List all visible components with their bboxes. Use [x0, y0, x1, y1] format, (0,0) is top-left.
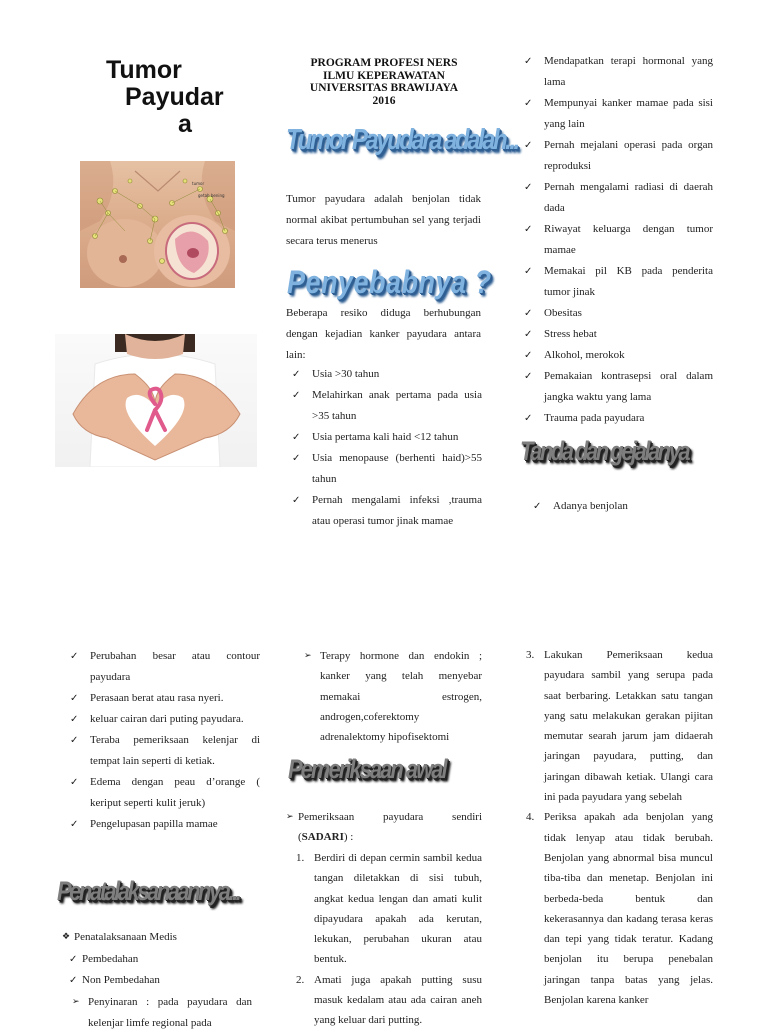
list-item: ✓ Adanya benjolan — [527, 496, 712, 517]
header-line1: PROGRAM PROFESI NERS — [310, 57, 458, 69]
check-icon: ✓ — [70, 651, 79, 662]
check-icon: ✓ — [524, 371, 533, 382]
check-icon: ✓ — [524, 182, 533, 193]
list-item: ✓ Pemakaian kontrasepsi oral dalam jangka waktu yang lama — [518, 366, 713, 408]
terapi-hormone-item — [298, 646, 482, 747]
tanda-list-more — [64, 646, 260, 835]
list-item: ✓ Obesitas — [518, 303, 713, 324]
header-line3: UNIVERSITAS BRAWIJAYA — [309, 82, 459, 94]
sadari-steps-1 — [286, 848, 482, 1031]
list-item: ✓ Pernah mengalami infeksi ,trauma atau operasi tumor jinak mamae — [286, 490, 482, 532]
heading-pemeriksaan: Pemeriksaan awal — [288, 754, 446, 784]
header-line2: ILMU KEPERAWATAN — [323, 69, 445, 82]
heading-definisi: Tumor Payudara adalah... — [286, 124, 518, 157]
anatomy-drawing — [80, 161, 235, 288]
arrow-bullet-icon: ➢ — [72, 996, 80, 1007]
check-icon: ✓ — [70, 819, 79, 830]
penatalaksanaan-section — [62, 927, 252, 1035]
cover-title-line1: Tumor — [106, 56, 182, 84]
list-item: 4. Periksa apakah ada benjolan yang tidak lenyap atau tidak berubah. Benjolan yang abnormal bisa muncul tiba-tiba dan menetap. Benjolan ini berbeda-beda bentuk dan kekerasannya dan kadang terasa keras dan tepi yang tidak teratur. Kadang benjolan itu berupa penebalan jaringan tanpa batas yang jelas. Benjolan karena kanker — [526, 811, 713, 1007]
list-item: ✓ Perasaan berat atau rasa nyeri. — [64, 688, 260, 709]
list-item: ✓ Perubahan besar atau contour payudara — [64, 646, 260, 688]
check-icon: ✓ — [524, 350, 533, 361]
list-item: 1. Berdiri di depan cermin sambil kedua tangan diletakkan di sisi tubuh, angkat kedua lengan dan amati kulit dipayudara apakah ada kerutan, lekukan, perubahan ukuran atau bentuk. — [296, 852, 482, 966]
list-item: ✓ Alkohol, merokok — [518, 345, 713, 366]
check-icon: ✓ — [524, 140, 533, 151]
check-icon: ✓ — [292, 390, 301, 401]
list-item: ✓ keluar cairan dari puting payudara. — [64, 709, 260, 730]
check-icon: ✓ — [533, 501, 542, 512]
list-item: ✓ Usia menopause (berhenti haid)>55 tahun — [286, 448, 482, 490]
list-item: 3. Lakukan Pemeriksaan kedua payudara sambil yang serupa pada saat berbaring. Letakkan satu tangan yang satu melakukan gerakan pijitan memutar searah jarum jam didaerah jaringan payudara, putting, dan jaringan dibawah ketiak. Ulangi cara ini pada payudara yang sebelah — [526, 649, 713, 804]
check-icon: ✓ — [70, 777, 79, 788]
list-item: ✓ Edema dengan peau d’orange ( keriput seperti kulit jeruk) — [64, 772, 260, 814]
check-icon: ✓ — [292, 432, 301, 443]
list-item: ✓ Stress hebat — [518, 324, 713, 345]
check-icon: ✓ — [524, 224, 533, 235]
heading-tanda: Tanda dan gejalanya — [520, 436, 689, 466]
check-icon: ✓ — [69, 975, 78, 986]
check-icon: ✓ — [524, 329, 533, 340]
check-icon: ✓ — [524, 98, 533, 109]
heading-penyebab: Penyebabnya ? — [287, 264, 492, 300]
cover-title-line3: a — [178, 110, 192, 138]
pink-ribbon-hands-photo — [55, 334, 257, 467]
heading-penatalaksanaan: Penatalaksanaannya... — [57, 876, 240, 906]
sadari-intro: ➢ Pemeriksaan payudara sendiri (SADARI) : — [286, 807, 482, 848]
svg-text:tumor: tumor — [192, 181, 205, 186]
check-icon: ✓ — [70, 714, 79, 725]
check-icon: ✓ — [524, 413, 533, 424]
check-icon: ✓ — [70, 693, 79, 704]
check-icon: ✓ — [69, 953, 78, 965]
check-icon: ✓ — [524, 56, 533, 67]
arrow-bullet-icon: ➢ — [304, 651, 312, 661]
sadari-steps-2 — [516, 645, 713, 1010]
list-item: ✓ Usia >30 tahun — [286, 364, 482, 385]
list-item: ✓ Teraba pemeriksaan kelenjar di tempat lain seperti di ketiak. — [64, 730, 260, 772]
non-pembedahan-item: ✓ Non Pembedahan — [62, 970, 252, 992]
list-item: ✓ Mendapatkan terapi hormonal yang lama — [518, 51, 713, 93]
list-item: ✓ Melahirkan anak pertama pada usia >35 tahun — [286, 385, 482, 427]
header-line4: 2016 — [372, 94, 396, 107]
breast-anatomy-illustration — [80, 161, 235, 288]
pembedahan-item: ✓ Pembedahan — [62, 949, 252, 971]
svg-text:getah bening: getah bening — [198, 193, 225, 198]
arrow-bullet-icon: ➢ — [286, 812, 294, 822]
list-item: ✓ Mempunyai kanker mamae pada sisi yang lain — [518, 93, 713, 135]
list-item: ✓ Memakai pil KB pada penderita tumor jinak — [518, 261, 713, 303]
list-item: ✓ Usia pertama kali haid <12 tahun — [286, 427, 482, 448]
list-item: ✓ Pernah mejalani operasi pada organ reproduksi — [518, 135, 713, 177]
tanda-list-first — [527, 496, 712, 517]
list-item: ✓ Trauma pada payudara — [518, 408, 713, 429]
terapi-hormone-text: Terapy hormone dan endokin ; kanker yang telah menyebar memakai estrogen, androgen,coferektomy adrenalektomy hipofisektomi — [320, 650, 482, 744]
cover-title — [106, 57, 276, 138]
definisi-paragraph: Tumor payudara adalah benjolan tidak normal akibat pertumbuhan sel yang terjadi secara terus menerus — [286, 193, 481, 247]
risk-list-2 — [518, 51, 713, 429]
check-icon: ✓ — [292, 369, 301, 380]
hands-heart-drawing — [55, 334, 257, 467]
diamond-bullet-icon: ❖ — [62, 932, 71, 942]
list-item: ✓ Pernah mengalami radiasi di daerah dada — [518, 177, 713, 219]
cover-title-line2: Payudar — [125, 83, 224, 111]
sadari-label: SADARI — [301, 831, 344, 844]
penyebab-intro: Beberapa resiko diduga berhubungan dengan kejadian kanker payudara antara lain: — [286, 307, 481, 361]
program-header — [284, 57, 484, 107]
check-icon: ✓ — [524, 308, 533, 319]
check-icon: ✓ — [292, 495, 301, 506]
list-item: ✓ Pengelupasan papilla mamae — [64, 814, 260, 835]
check-icon: ✓ — [292, 453, 301, 464]
list-item: 2. Amati juga apakah putting susu masuk kedalam atau ada cairan aneh yang keluar dari putting. — [296, 973, 482, 1027]
list-item: ✓ Riwayat keluarga dengan tumor mamae — [518, 219, 713, 261]
check-icon: ✓ — [70, 735, 79, 746]
penyinaran-item: ➢ Penyinaran : pada payudara dan kelenjar limfe regional pada — [62, 992, 252, 1035]
check-icon: ✓ — [524, 266, 533, 277]
medis-item: ❖ Penatalaksanaan Medis — [62, 927, 252, 949]
risk-list-1 — [286, 364, 482, 532]
